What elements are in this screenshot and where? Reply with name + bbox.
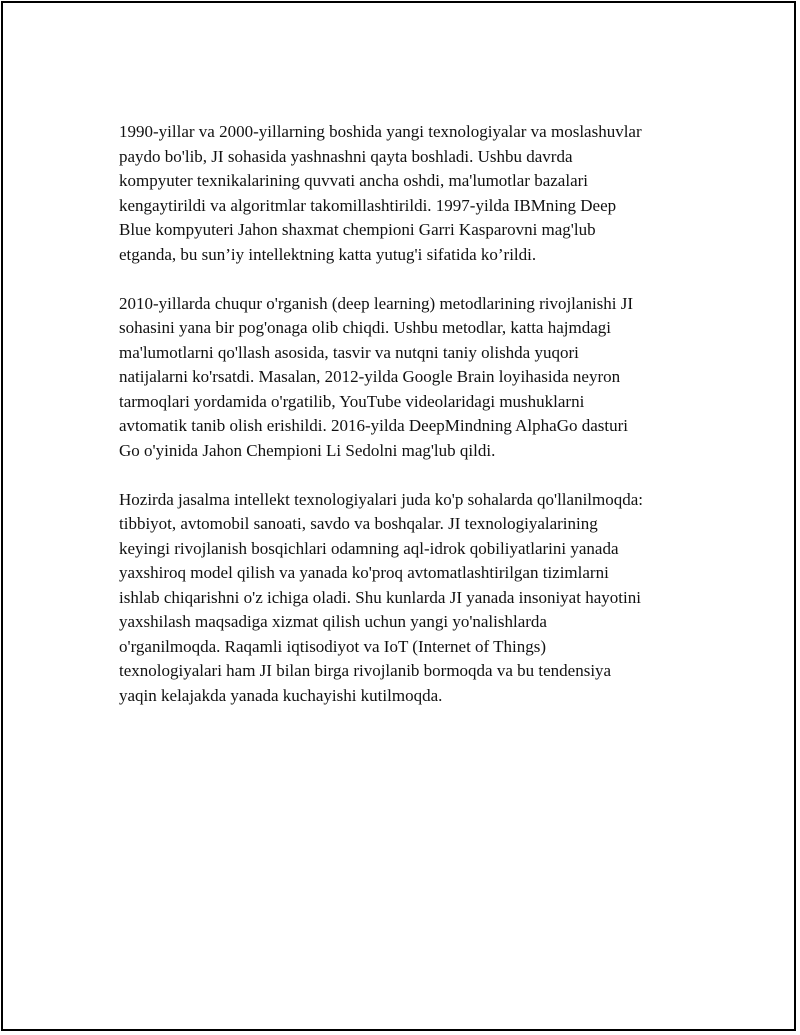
- text-line: natijalarni ko'rsatdi. Masalan, 2012-yilda Google Brain loyihasida neyron: [119, 367, 621, 386]
- text-line: Hozirda jasalma intellekt texnologiyalari juda ko'p sohalarda qo'llanilmoqda:: [119, 489, 644, 509]
- text-line: yaxshiroq model qilish va yanada ko'proq avtomatlashtirilgan tizimlarni: [119, 563, 609, 582]
- text-line: ma'lumotlarni qo'llash asosida, tasvir va nutqni taniy olishda yuqori: [119, 342, 579, 362]
- document-page: [1, 1, 796, 1031]
- text-line: texnologiyalari ham JI bilan birga rivojlanib bormoqda va bu tendensiya: [119, 661, 612, 680]
- text-line: etganda, bu sun’iy intellektning katta yutug'i sifatida ko’rildi.: [119, 244, 537, 264]
- text-line: Go o'yinida Jahon Chempioni Li Sedolni mag'lub qildi.: [119, 440, 496, 460]
- text-line: o'rganilmoqda. Raqamli iqtisodiyot va IoT (Internet of Things): [119, 636, 547, 656]
- text-line: tarmoqlari yordamida o'rgatilib, YouTube videolaridagi mushuklarni: [119, 391, 585, 411]
- paragraph-2: [119, 292, 699, 464]
- text-line: 2010-yillarda chuqur o'rganish (deep learning) metodlarining rivojlanishi JI: [119, 293, 634, 313]
- text-line: yaxshilash maqsadiga xizmat qilish uchun yangi yo'nalishlarda: [119, 612, 547, 631]
- text-line: kengaytirildi va algoritmlar takomillashtirildi. 1997-yilda IBMning Deep: [119, 195, 617, 215]
- paragraph-1: [119, 120, 699, 267]
- text-line: Blue kompyuteri Jahon shaxmat chempioni Garri Kasparovni mag'lub: [119, 220, 596, 239]
- text-line: paydo bo'lib, JI sohasida yashnashni qayta boshladi. Ushbu davrda: [119, 146, 573, 166]
- text-line: avtomatik tanib olish erishildi. 2016-yilda DeepMindning AlphaGo dasturi: [119, 416, 628, 435]
- text-line: ishlab chiqarishni o'z ichiga oladi. Shu kunlarda JI yanada insoniyat hayotini: [119, 587, 641, 607]
- paragraph-3: [119, 488, 699, 709]
- text-line: 1990-yillar va 2000-yillarning boshida yangi texnologiyalar va moslashuvlar: [119, 122, 642, 141]
- text-line: keyingi rivojlanish bosqichlari odamning aql-idrok qobiliyatlarini yanada: [119, 538, 619, 558]
- text-line: sohasini yana bir pog'onaga olib chiqdi. Ushbu metodlar, katta hajmdagi: [119, 318, 611, 337]
- text-line: kompyuter texnikalarining quvvati ancha oshdi, ma'lumotlar bazalari: [119, 171, 589, 190]
- text-line: tibbiyot, avtomobil sanoati, savdo va boshqalar. JI texnologiyalarining: [119, 514, 598, 533]
- text-line: yaqin kelajakda yanada kuchayishi kutilmoqda.: [119, 685, 443, 705]
- document-body: [119, 120, 699, 733]
